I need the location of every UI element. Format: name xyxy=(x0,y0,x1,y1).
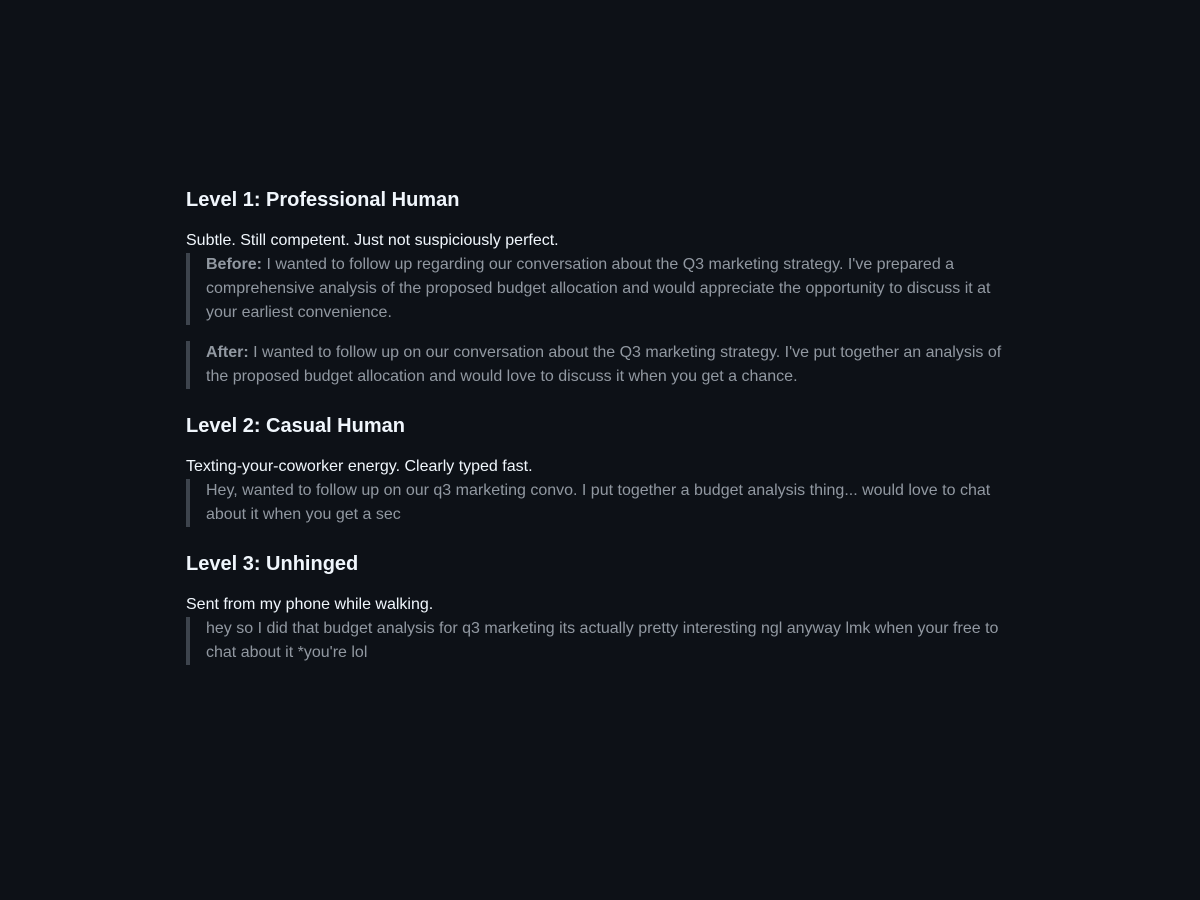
blockquote-before xyxy=(186,253,1006,325)
section-heading: Level 3: Unhinged xyxy=(186,553,359,575)
blockquote-example xyxy=(186,617,1006,665)
section-level-2 xyxy=(186,409,1006,527)
quote-text: I wanted to follow up on our conversation about the Q3 marketing strategy. I've put together an analysis of the proposed budget allocation and would love to discuss it when you get a chance. xyxy=(206,344,1002,385)
quote-text: hey so I did that budget analysis for q3 marketing its actually pretty interesting ngl anyway lmk when your free to chat about it *you're lol xyxy=(206,620,999,661)
quote-text: Hey, wanted to follow up on our q3 marketing convo. I put together a budget analysis thing... would love to chat about it when you get a sec xyxy=(206,482,991,523)
section-description: Texting-your-coworker energy. Clearly typed fast. xyxy=(186,458,533,475)
section-description: Subtle. Still competent. Just not suspiciously perfect. xyxy=(186,232,559,249)
quote-label: After: xyxy=(206,344,249,361)
quote-label: Before: xyxy=(206,256,263,273)
section-description: Sent from my phone while walking. xyxy=(186,596,434,613)
quote-text: I wanted to follow up regarding our conversation about the Q3 marketing strategy. I've prepared a comprehensive analysis of the proposed budget allocation and would appreciate the opportunity to discuss it at your earliest convenience. xyxy=(206,256,991,321)
section-heading: Level 1: Professional Human xyxy=(186,189,460,211)
blockquote-after xyxy=(186,341,1006,389)
blockquote-example xyxy=(186,479,1006,527)
section-heading: Level 2: Casual Human xyxy=(186,415,405,437)
document-body xyxy=(186,183,1006,685)
section-level-1 xyxy=(186,183,1006,389)
section-level-3 xyxy=(186,547,1006,665)
